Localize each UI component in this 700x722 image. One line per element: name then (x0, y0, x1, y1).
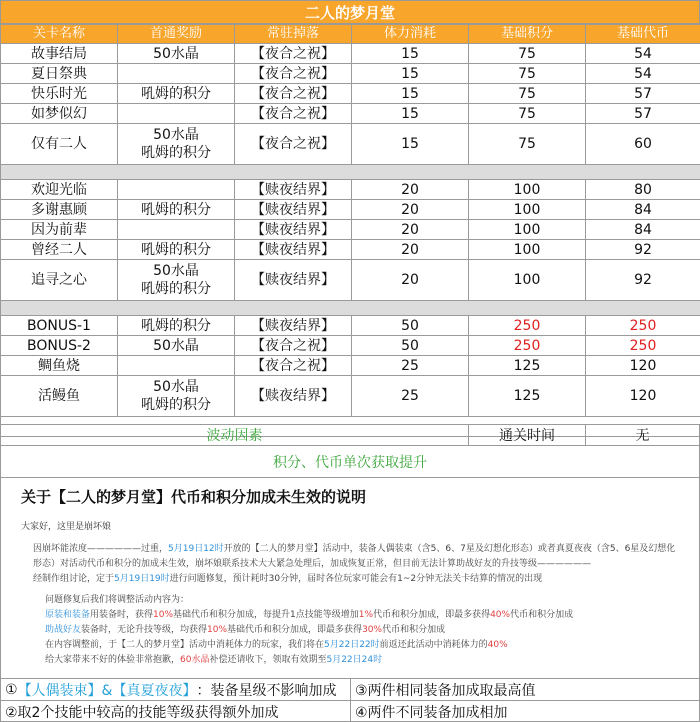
drop: 【夜合之祝】 (235, 64, 352, 84)
drop: 【赎夜结界】 (235, 240, 352, 260)
points-boost-label: 积分、代币单次获取提升 (0, 446, 700, 478)
stage-name: 多谢惠顾 (1, 200, 118, 220)
stamina: 50 (352, 316, 469, 336)
stamina: 20 (352, 220, 469, 240)
header-stamina: 体力消耗 (352, 25, 469, 44)
reward-line-2: 吼姆的积分 (141, 397, 211, 413)
drop: 【夜合之祝】 (235, 124, 352, 165)
page-title: 二人的梦月堂 (0, 0, 700, 24)
table-header-row (1, 25, 700, 44)
stage-name: 故事结局 (1, 44, 118, 64)
stamina: 25 (352, 376, 469, 417)
drop: 【夜合之祝】 (235, 104, 352, 124)
reward-line-1: 50水晶 (153, 127, 199, 143)
stage-name: 仅有二人 (1, 124, 118, 165)
first-clear-reward: 吼姆的积分 (118, 240, 235, 260)
first-clear-reward (118, 220, 235, 240)
group-divider (1, 301, 700, 316)
first-clear-reward: 吼姆的积分 (118, 316, 235, 336)
footer-note-2: ②取2个技能中较高的技能等级获得额外加成 (1, 701, 351, 722)
reward-line-1: 50水晶 (153, 379, 199, 395)
reward-line-2: 吼姆的积分 (141, 145, 211, 161)
tokens: 92 (586, 260, 700, 301)
header-first-clear: 首通奖励 (118, 25, 235, 44)
stamina: 15 (352, 64, 469, 84)
stage-name: 曾经二人 (1, 240, 118, 260)
points: 100 (469, 220, 586, 240)
tokens: 80 (586, 180, 700, 200)
header-drop: 常驻掉落 (235, 25, 352, 44)
notice-paragraph-4: 原装和装备用装备时，获得10%基础代币和积分加成，每提升1点技能等级增加1%代币和积分加成，即最多获得40%代币和积分加成 (45, 610, 574, 620)
notice-paragraph-1: 因崩坏能浓度——————过重，5月19日12时开放的【二人的梦月堂】活动中，装备人偶装束（含5、6、7星及幻想化形态）或者真夏夜夜（含5、6星及幻想化形态）对活动代币和积分的加成未生效，崩坏娘联系技术大大紧急处理后，加成恢复正常，但目前无法计算助战好友的升技等级—————— (33, 544, 676, 569)
drop: 【夜合之祝】 (235, 356, 352, 376)
stage-name: 活鳗鱼 (1, 376, 118, 417)
table-row (1, 124, 700, 165)
fluctuation-label: 波动因素 (1, 425, 469, 445)
footer-note-1: ① 【人偶装束】&【真夏夜夜】 ：装备星级不影响加成 (1, 679, 351, 701)
stage-name: 因为前辈 (1, 220, 118, 240)
table-row (1, 200, 700, 220)
stage-name: 夏日祭典 (1, 64, 118, 84)
tokens: 54 (586, 64, 700, 84)
notice-paragraph-5: 助战好友装备时，无论升技等级，均获得10%基础代币和积分加成，即最多获得30%代币和积分加成 (45, 625, 446, 635)
first-clear-reward (118, 356, 235, 376)
table-row (1, 376, 700, 417)
table-row (1, 84, 700, 104)
table-row (1, 64, 700, 84)
reward-line-2: 吼姆的积分 (141, 281, 211, 297)
drop: 【赎夜结界】 (235, 316, 352, 336)
first-clear-reward (118, 180, 235, 200)
stamina: 15 (352, 44, 469, 64)
drop: 【赎夜结界】 (235, 376, 352, 417)
table-row (1, 336, 700, 356)
drop: 【夜合之祝】 (235, 44, 352, 64)
reward-line-1: 50水晶 (153, 263, 199, 279)
tokens: 57 (586, 84, 700, 104)
points: 125 (469, 376, 586, 417)
table-row (1, 240, 700, 260)
stamina: 20 (352, 180, 469, 200)
first-clear-reward (118, 376, 235, 417)
points: 100 (469, 200, 586, 220)
stage-table (0, 24, 700, 437)
drop: 【夜合之祝】 (235, 336, 352, 356)
table-row (1, 220, 700, 240)
points: 100 (469, 180, 586, 200)
stamina: 25 (352, 356, 469, 376)
stamina: 20 (352, 200, 469, 220)
tokens: 250 (586, 336, 700, 356)
points: 250 (469, 336, 586, 356)
first-clear-reward (118, 64, 235, 84)
stage-name: BONUS-1 (1, 316, 118, 336)
notice-heading: 关于【二人的梦月堂】代币和积分加成未生效的说明 (21, 488, 367, 506)
footer-note-4: ④两件不同装备加成相加 (355, 705, 508, 721)
header-points: 基础积分 (469, 25, 586, 44)
drop: 【赎夜结界】 (235, 180, 352, 200)
points: 125 (469, 356, 586, 376)
drop: 【夜合之祝】 (235, 84, 352, 104)
first-clear-reward: 吼姆的积分 (118, 84, 235, 104)
drop: 【赎夜结界】 (235, 220, 352, 240)
table-row (1, 44, 700, 64)
fluctuation-value: 无 (635, 428, 650, 444)
stage-name: 如梦似幻 (1, 104, 118, 124)
notice-paragraph-3: 问题修复后我们将调整活动内容为： (45, 595, 190, 605)
table-row (1, 104, 700, 124)
table-row (1, 316, 700, 336)
footer-notes (0, 678, 700, 722)
points: 75 (469, 44, 586, 64)
tokens: 120 (586, 356, 700, 376)
first-clear-reward: 50水晶 (118, 44, 235, 64)
tokens: 54 (586, 44, 700, 64)
stamina: 20 (352, 240, 469, 260)
first-clear-reward: 50水晶 (118, 336, 235, 356)
points: 75 (469, 64, 586, 84)
notice-paragraph-6: 在内容调整前，于【二人的梦月堂】活动中消耗体力的玩家，我们将在5月22日22时前返还此活动中消耗体力的40% (45, 640, 508, 650)
points: 75 (469, 124, 586, 165)
stage-name: 鲷鱼烧 (1, 356, 118, 376)
stage-name: 追寻之心 (1, 260, 118, 301)
first-clear-reward (118, 260, 235, 301)
stamina: 15 (352, 104, 469, 124)
first-clear-reward (118, 104, 235, 124)
notice-greeting: 大家好，这里是崩坏娘 (21, 522, 112, 532)
group-divider (1, 165, 700, 180)
stamina: 15 (352, 84, 469, 104)
tokens: 60 (586, 124, 700, 165)
tokens: 120 (586, 376, 700, 417)
header-stage: 关卡名称 (1, 25, 118, 44)
header-tokens: 基础代币 (586, 25, 700, 44)
stamina: 50 (352, 336, 469, 356)
fluctuation-key: 通关时间 (469, 425, 586, 445)
footer-note-3: ③两件相同装备加成取最高值 (351, 679, 700, 701)
stamina: 20 (352, 260, 469, 301)
notice-panel (0, 478, 700, 678)
table-row (1, 356, 700, 376)
points: 100 (469, 240, 586, 260)
tokens: 84 (586, 200, 700, 220)
drop: 【赎夜结界】 (235, 200, 352, 220)
fluctuation-row (0, 424, 700, 446)
tokens: 57 (586, 104, 700, 124)
table-row (1, 260, 700, 301)
drop: 【赎夜结界】 (235, 260, 352, 301)
tokens: 250 (586, 316, 700, 336)
first-clear-reward: 吼姆的积分 (118, 200, 235, 220)
stage-name: 欢迎光临 (1, 180, 118, 200)
points: 75 (469, 104, 586, 124)
notice-paragraph-7: 给大家带来不好的体验非常抱歉，60水晶补偿还请收下，领取有效期至5月22日24时 (45, 655, 383, 665)
stage-name: BONUS-2 (1, 336, 118, 356)
first-clear-reward (118, 124, 235, 165)
stamina: 15 (352, 124, 469, 165)
points: 250 (469, 316, 586, 336)
stage-name: 快乐时光 (1, 84, 118, 104)
table-row (1, 180, 700, 200)
points: 75 (469, 84, 586, 104)
tokens: 92 (586, 240, 700, 260)
points: 100 (469, 260, 586, 301)
notice-paragraph-2: 经制作组讨论，定于5月19日19时进行问题修复，预计耗时30分钟，届时各位玩家可能会有1~2分钟无法关卡结算的情况的出现 (33, 574, 543, 584)
tokens: 84 (586, 220, 700, 240)
